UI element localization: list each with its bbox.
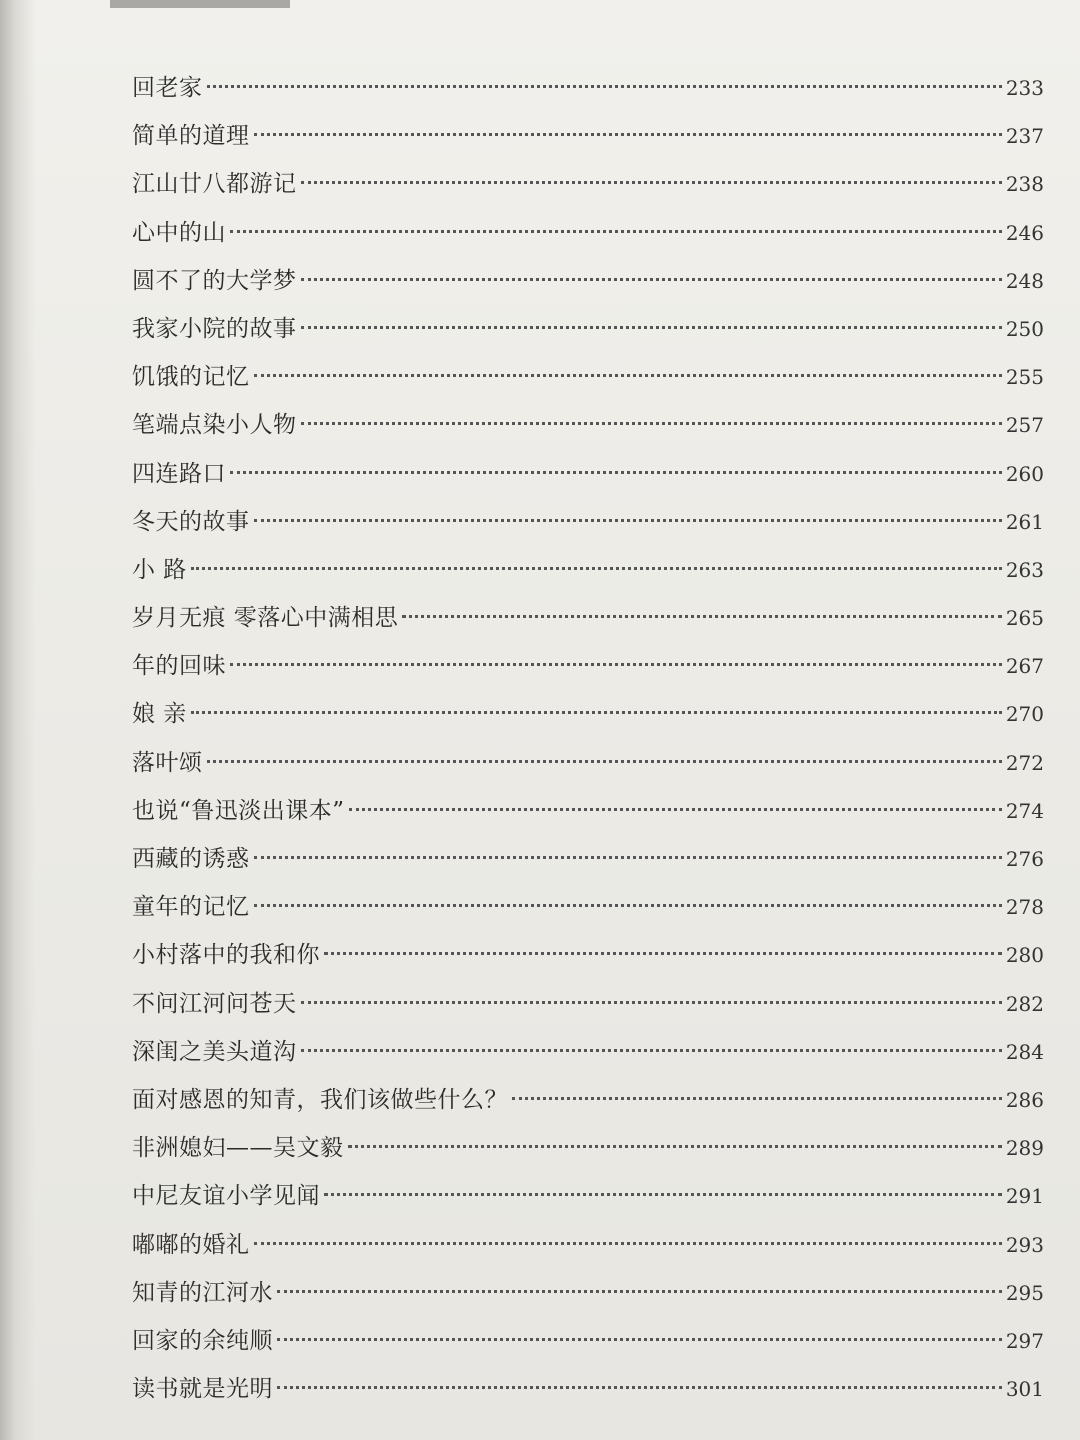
toc-dot-leader [348, 1145, 1002, 1148]
toc-entry-page-number: 297 [1005, 1328, 1044, 1353]
toc-entry [132, 690, 1044, 738]
toc-dot-leader [301, 1001, 1002, 1004]
toc-entry-title: 童年的记忆 [132, 894, 250, 921]
toc-entry [132, 305, 1044, 353]
toc-entry-title: 落叶颂 [132, 749, 203, 776]
toc-entry-page-number: 293 [1005, 1232, 1044, 1257]
toc-dot-leader [254, 1242, 1002, 1245]
toc-entry-page-number: 238 [1005, 172, 1044, 197]
toc-entry [132, 1365, 1044, 1413]
toc-entry-page-number: 274 [1005, 798, 1044, 823]
toc-entry [132, 1124, 1044, 1172]
toc-entry [132, 1269, 1044, 1317]
toc-entry [132, 642, 1044, 690]
toc-entry-page-number: 276 [1005, 847, 1044, 871]
toc-dot-leader [402, 615, 1002, 618]
toc-entry [132, 980, 1044, 1028]
toc-entry-page-number: 255 [1005, 365, 1044, 390]
toc-dot-leader [301, 1049, 1002, 1052]
toc-dot-leader [277, 1338, 1002, 1341]
toc-dot-leader [254, 904, 1002, 907]
toc-entry-page-number: 301 [1005, 1377, 1044, 1402]
toc-entry-title: 不问江河问苍天 [132, 990, 297, 1017]
toc-entry-page-number: 284 [1005, 1039, 1044, 1064]
toc-entry-page-number: 289 [1005, 1136, 1044, 1161]
toc-entry-title: 面对感恩的知青，我们该做些什么？ [132, 1086, 508, 1113]
toc-entry [132, 450, 1044, 498]
toc-entry-page-number: 291 [1005, 1184, 1044, 1209]
toc-entry-page-number: 286 [1005, 1087, 1044, 1112]
toc-entry-title: 读书就是光明 [132, 1376, 273, 1403]
running-header-fragment [110, 0, 290, 8]
toc-entry-title: 江山廿八都游记 [132, 171, 297, 198]
toc-entry-title: 心中的山 [132, 219, 226, 246]
toc-dot-leader [254, 519, 1002, 522]
toc-entry [132, 112, 1044, 160]
toc-entry-title: 冬天的故事 [132, 508, 250, 535]
toc-entry [132, 1172, 1044, 1220]
toc-dot-leader [230, 230, 1002, 233]
toc-entry [132, 883, 1044, 931]
toc-dot-leader [277, 1386, 1002, 1389]
toc-dot-leader [191, 567, 1002, 570]
toc-dot-leader [301, 326, 1002, 329]
toc-entry [132, 160, 1044, 208]
page-spine-shadow [0, 0, 36, 1440]
toc-entry-title: 深闺之美头道沟 [132, 1038, 297, 1065]
toc-entry-page-number: 263 [1005, 557, 1044, 582]
toc-entry-title: 知青的江河水 [132, 1279, 273, 1306]
toc-entry-page-number: 272 [1005, 750, 1044, 775]
toc-entry-page-number: 280 [1005, 943, 1044, 968]
toc-dot-leader [349, 808, 1002, 811]
toc-entry-page-number: 278 [1005, 895, 1044, 920]
toc-entry-title: 回老家 [132, 75, 203, 101]
toc-entry [132, 1317, 1044, 1365]
toc-dot-leader [254, 374, 1002, 377]
toc-entry-title: 非洲媳妇——吴文毅 [132, 1135, 344, 1162]
toc-entry [132, 1076, 1044, 1124]
toc-entry-title: 岁月无痕 零落心中满相思 [132, 605, 399, 632]
toc-entry-title: 圆不了的大学梦 [132, 267, 297, 294]
toc-entry-page-number: 250 [1005, 316, 1044, 341]
toc-entry-page-number: 270 [1005, 702, 1044, 727]
toc-dot-leader [301, 278, 1002, 281]
toc-dot-leader [254, 856, 1002, 859]
toc-entry [132, 594, 1044, 642]
toc-entry [132, 209, 1044, 257]
toc-entry [132, 401, 1044, 449]
toc-entry [132, 546, 1044, 594]
toc-entry [132, 1221, 1044, 1269]
table-of-contents [132, 64, 1044, 1413]
toc-dot-leader [512, 1097, 1002, 1100]
toc-entry-title: 小 路 [132, 556, 187, 583]
toc-entry [132, 498, 1044, 546]
toc-entry [132, 1028, 1044, 1076]
toc-entry-page-number: 257 [1005, 413, 1044, 438]
toc-entry-title: 西藏的诱惑 [132, 846, 250, 872]
toc-entry [132, 257, 1044, 305]
toc-entry-title: 也说“鲁迅淡出课本” [132, 797, 345, 824]
toc-dot-leader [324, 952, 1002, 955]
toc-entry-page-number: 233 [1005, 76, 1044, 100]
toc-entry-title: 嘟嘟的婚礼 [132, 1231, 250, 1258]
toc-entry-title: 简单的道理 [132, 123, 250, 150]
toc-entry [132, 353, 1044, 401]
toc-dot-leader [301, 422, 1002, 425]
toc-entry-page-number: 261 [1005, 509, 1044, 534]
toc-entry-title: 四连路口 [132, 460, 226, 487]
toc-entry-title: 娘 亲 [132, 701, 187, 728]
toc-entry-page-number: 248 [1005, 268, 1044, 293]
toc-entry-title: 小村落中的我和你 [132, 942, 320, 969]
toc-entry-title: 回家的余纯顺 [132, 1327, 273, 1354]
toc-dot-leader [207, 85, 1002, 88]
toc-entry-title: 年的回味 [132, 653, 226, 680]
toc-dot-leader [277, 1290, 1002, 1293]
toc-dot-leader [191, 711, 1002, 714]
toc-entry-page-number: 282 [1005, 991, 1044, 1016]
toc-entry-page-number: 267 [1005, 654, 1044, 679]
toc-entry-page-number: 295 [1005, 1280, 1044, 1305]
toc-entry [132, 64, 1044, 112]
toc-dot-leader [230, 663, 1002, 666]
toc-dot-leader [254, 133, 1002, 136]
toc-dot-leader [324, 1193, 1002, 1196]
toc-entry-page-number: 237 [1005, 124, 1044, 149]
toc-entry [132, 835, 1044, 883]
toc-dot-leader [301, 181, 1002, 184]
toc-entry-title: 我家小院的故事 [132, 315, 297, 342]
toc-dot-leader [230, 471, 1002, 474]
toc-entry-title: 饥饿的记忆 [132, 364, 250, 391]
toc-entry-title: 中尼友谊小学见闻 [132, 1183, 320, 1210]
toc-entry [132, 787, 1044, 835]
toc-dot-leader [207, 760, 1002, 763]
toc-entry-title: 笔端点染小人物 [132, 412, 297, 439]
toc-entry-page-number: 246 [1005, 220, 1044, 245]
toc-entry-page-number: 260 [1005, 461, 1044, 486]
toc-entry-page-number: 265 [1005, 606, 1044, 631]
toc-entry [132, 739, 1044, 787]
toc-entry [132, 931, 1044, 979]
